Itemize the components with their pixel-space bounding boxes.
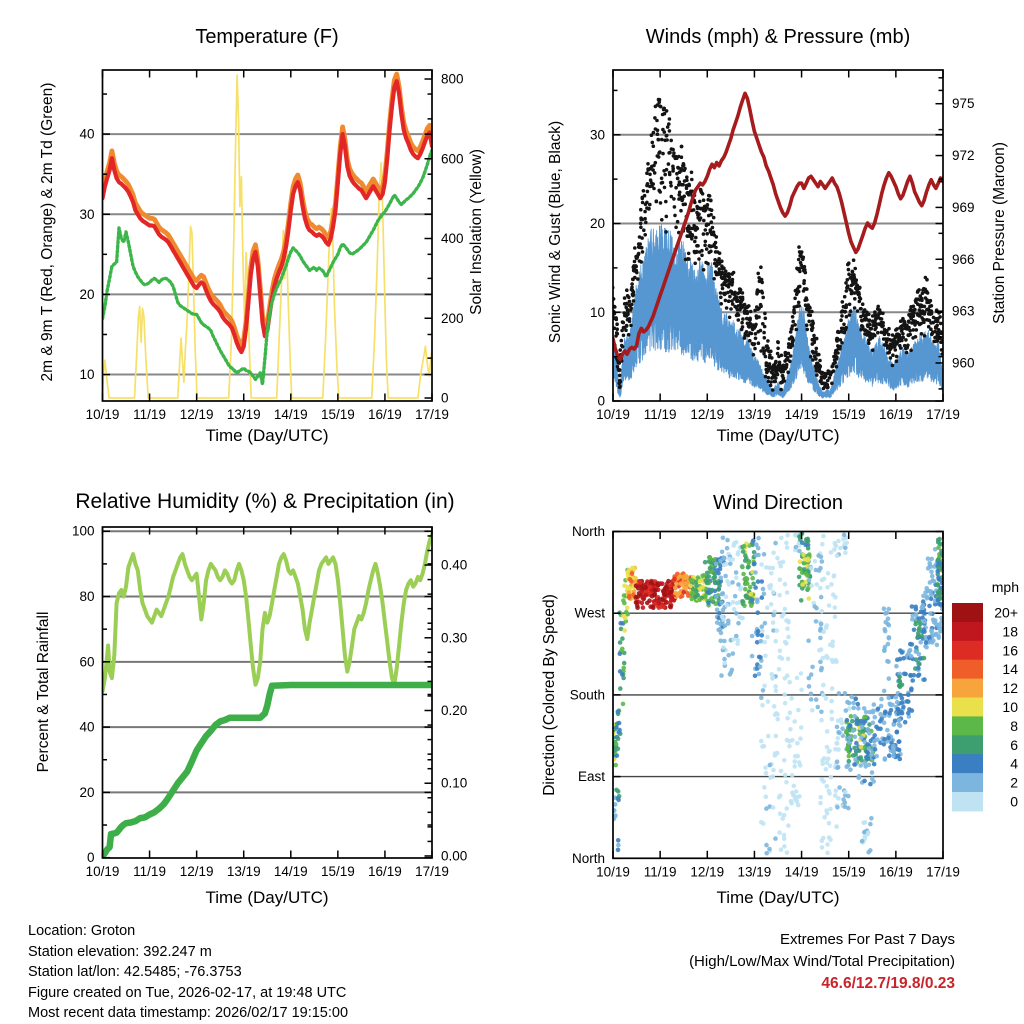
winddir-xaxis-label: Time (Day/UTC) bbox=[716, 888, 840, 907]
colorbar-unit-label: mph bbox=[991, 579, 1019, 595]
svg-text:4: 4 bbox=[1010, 755, 1018, 772]
extremes-subtitle: (High/Low/Max Wind/Total Precipitation) bbox=[689, 953, 955, 970]
station-latlon: Station lat/lon: 42.5485; -76.3753 bbox=[28, 964, 242, 980]
svg-text:0.40: 0.40 bbox=[441, 557, 468, 573]
svg-text:14/19: 14/19 bbox=[273, 407, 308, 422]
extremes-block bbox=[689, 929, 955, 995]
svg-text:8: 8 bbox=[1010, 717, 1018, 734]
svg-text:10: 10 bbox=[589, 304, 605, 320]
panel-humidity bbox=[72, 524, 467, 879]
svg-text:0.10: 0.10 bbox=[441, 775, 468, 791]
svg-text:10/19: 10/19 bbox=[596, 407, 630, 422]
svg-text:11/19: 11/19 bbox=[643, 407, 677, 422]
humidity-gridlines bbox=[103, 531, 433, 792]
station-info-block bbox=[28, 921, 348, 1024]
humidity-total-rainfall-line bbox=[103, 685, 433, 856]
figure-created-timestamp: Figure created on Tue, 2026-02-17, at 19:48 UTC bbox=[28, 984, 347, 1001]
svg-text:100: 100 bbox=[71, 523, 95, 539]
svg-text:40: 40 bbox=[79, 126, 95, 142]
humidity-panel-title: Relative Humidity (%) & Precipitation (in) bbox=[75, 490, 455, 513]
svg-text:0: 0 bbox=[86, 850, 95, 866]
winddir-series bbox=[611, 531, 946, 856]
svg-text:East: East bbox=[577, 769, 605, 785]
svg-text:North: North bbox=[571, 524, 605, 539]
svg-text:0.30: 0.30 bbox=[441, 630, 468, 646]
humidity-yaxis-left-label: Percent & Total Rainfall bbox=[35, 611, 52, 773]
temperature-yaxis-left-label: 2m & 9m T (Red, Orange) & 2m Td (Green) bbox=[39, 82, 56, 382]
svg-text:400: 400 bbox=[441, 231, 464, 247]
svg-text:30: 30 bbox=[589, 127, 605, 143]
svg-text:12/19: 12/19 bbox=[179, 407, 214, 422]
svg-text:963: 963 bbox=[952, 303, 975, 319]
svg-text:15/19: 15/19 bbox=[320, 864, 355, 879]
svg-text:10/19: 10/19 bbox=[85, 407, 120, 422]
svg-text:15/19: 15/19 bbox=[320, 407, 355, 422]
svg-text:16/19: 16/19 bbox=[878, 407, 913, 422]
svg-text:17/19: 17/19 bbox=[926, 864, 960, 880]
svg-text:10/19: 10/19 bbox=[85, 864, 120, 879]
winddir-panel-title: Wind Direction bbox=[712, 492, 844, 514]
svg-text:14: 14 bbox=[1002, 661, 1018, 678]
temperature-xaxis-label: Time (Day/UTC) bbox=[205, 426, 329, 445]
winds-xaxis-label: Time (Day/UTC) bbox=[716, 426, 840, 445]
svg-text:12/19: 12/19 bbox=[690, 864, 725, 880]
station-location: Location: Groton bbox=[28, 923, 136, 939]
svg-text:966: 966 bbox=[952, 251, 975, 267]
temperature-panel-title: Temperature (F) bbox=[195, 26, 339, 48]
svg-text:12/19: 12/19 bbox=[179, 864, 214, 879]
svg-text:200: 200 bbox=[441, 310, 464, 326]
svg-text:0: 0 bbox=[1010, 793, 1018, 810]
svg-text:972: 972 bbox=[952, 148, 975, 164]
svg-text:2: 2 bbox=[1010, 774, 1018, 791]
svg-text:6: 6 bbox=[1010, 736, 1018, 753]
svg-text:14/19: 14/19 bbox=[784, 407, 819, 422]
svg-text:80: 80 bbox=[79, 589, 95, 605]
svg-text:16/19: 16/19 bbox=[368, 864, 402, 879]
extremes-title: Extremes For Past 7 Days bbox=[779, 931, 955, 948]
temperature-series bbox=[103, 74, 433, 398]
temperature-yaxis-right-label: Solar Insolation (Yellow) bbox=[468, 149, 485, 315]
svg-text:17/19: 17/19 bbox=[415, 864, 449, 879]
svg-text:18: 18 bbox=[1002, 623, 1018, 640]
svg-text:0: 0 bbox=[597, 393, 605, 409]
winds-panel-title: Winds (mph) & Pressure (mb) bbox=[645, 26, 911, 48]
svg-text:South: South bbox=[569, 687, 605, 703]
panel-winds bbox=[590, 70, 975, 422]
panel-winddir bbox=[570, 524, 1019, 879]
svg-text:14/19: 14/19 bbox=[784, 864, 819, 880]
svg-text:12/19: 12/19 bbox=[690, 407, 725, 422]
svg-text:15/19: 15/19 bbox=[831, 407, 866, 422]
humidity-series bbox=[103, 535, 433, 857]
svg-text:960: 960 bbox=[952, 355, 975, 371]
svg-text:969: 969 bbox=[952, 199, 975, 215]
svg-text:600: 600 bbox=[441, 151, 464, 167]
svg-text:13/19: 13/19 bbox=[226, 407, 261, 422]
svg-text:10: 10 bbox=[79, 367, 95, 383]
most-recent-data-timestamp: Most recent data timestamp: 2026/02/17 19:15:00 bbox=[28, 1005, 349, 1021]
panel-temperature bbox=[79, 70, 463, 422]
humidity-relative-humidity-line bbox=[103, 535, 433, 692]
svg-text:16: 16 bbox=[1002, 642, 1018, 659]
svg-text:16/19: 16/19 bbox=[878, 864, 913, 880]
svg-text:17/19: 17/19 bbox=[415, 407, 449, 422]
station-elevation: Station elevation: 392.247 m bbox=[28, 943, 212, 960]
svg-text:20: 20 bbox=[589, 216, 605, 232]
winds-series bbox=[611, 93, 945, 398]
winddir-wind-direction-dots bbox=[611, 531, 946, 856]
svg-text:13/19: 13/19 bbox=[737, 407, 772, 422]
svg-text:0: 0 bbox=[441, 390, 449, 406]
svg-text:13/19: 13/19 bbox=[226, 864, 261, 879]
svg-text:20: 20 bbox=[79, 784, 95, 800]
svg-text:North: North bbox=[571, 850, 605, 866]
svg-text:11/19: 11/19 bbox=[133, 407, 166, 422]
winds-yaxis-right-label: Station Pressure (Maroon) bbox=[991, 142, 1008, 324]
svg-text:13/19: 13/19 bbox=[737, 864, 772, 880]
svg-text:16/19: 16/19 bbox=[368, 407, 402, 422]
svg-text:0.00: 0.00 bbox=[441, 848, 468, 864]
svg-text:60: 60 bbox=[79, 654, 95, 670]
winds-yaxis-left-label: Sonic Wind & Gust (Blue, Black) bbox=[547, 120, 564, 344]
svg-text:14/19: 14/19 bbox=[273, 864, 308, 879]
svg-text:30: 30 bbox=[79, 206, 95, 222]
svg-text:10: 10 bbox=[1002, 698, 1018, 715]
svg-text:West: West bbox=[574, 605, 605, 621]
svg-text:10/19: 10/19 bbox=[596, 864, 630, 880]
svg-text:800: 800 bbox=[441, 71, 464, 87]
svg-text:20+: 20+ bbox=[994, 604, 1018, 621]
svg-text:11/19: 11/19 bbox=[133, 864, 166, 879]
svg-text:40: 40 bbox=[79, 719, 95, 735]
svg-text:975: 975 bbox=[952, 96, 975, 112]
svg-text:20: 20 bbox=[79, 286, 95, 302]
winddir-yaxis-left-label: Direction (Colored By Speed) bbox=[541, 594, 558, 796]
wind-speed-colorbar bbox=[952, 579, 1019, 811]
humidity-xaxis-label: Time (Day/UTC) bbox=[205, 888, 329, 907]
svg-text:0.20: 0.20 bbox=[441, 703, 468, 719]
svg-text:12: 12 bbox=[1002, 680, 1018, 697]
extremes-values: 46.6/12.7/19.8/0.23 bbox=[821, 975, 955, 992]
svg-text:15/19: 15/19 bbox=[831, 864, 866, 880]
svg-text:17/19: 17/19 bbox=[926, 407, 960, 422]
svg-text:11/19: 11/19 bbox=[643, 864, 677, 880]
